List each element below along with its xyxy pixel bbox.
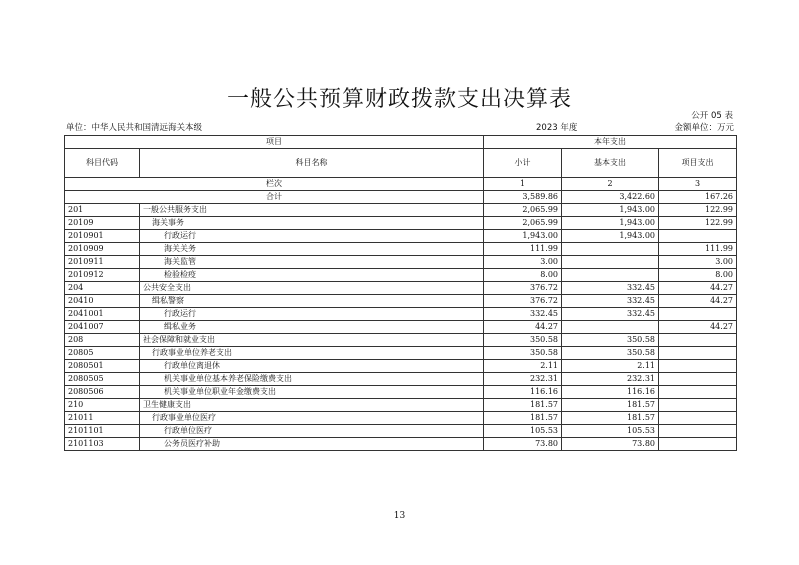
row-name: 缉私业务 [140,321,484,334]
row-name: 行政事业单位养老支出 [140,347,484,360]
row-name: 行政运行 [140,230,484,243]
row-project [659,425,737,438]
row-subtotal: 376.72 [484,295,562,308]
row-project [659,399,737,412]
total-row [65,191,737,204]
row-project: 3.00 [659,256,737,269]
table-row [65,243,737,256]
table-row [65,217,737,230]
total-basic: 3,422.60 [562,191,659,204]
total-subtotal: 3,589.86 [484,191,562,204]
row-code: 201 [65,204,140,217]
table-row [65,282,737,295]
row-subtotal: 181.57 [484,412,562,425]
row-project: 122.99 [659,217,737,230]
row-basic: 332.45 [562,282,659,295]
row-basic: 350.58 [562,334,659,347]
row-basic: 232.31 [562,373,659,386]
header-basic: 基本支出 [562,149,659,178]
row-name: 公共安全支出 [140,282,484,295]
row-project [659,308,737,321]
row-subtotal: 8.00 [484,269,562,282]
expenditure-table [64,135,737,451]
row-project: 44.27 [659,282,737,295]
table-row [65,204,737,217]
column-number-2: 2 [562,178,659,191]
year-label: 2023 年度 [536,123,578,133]
row-code: 20805 [65,347,140,360]
row-project: 44.27 [659,321,737,334]
table-row [65,373,737,386]
row-name: 行政运行 [140,308,484,321]
row-name: 检验检疫 [140,269,484,282]
row-basic [562,243,659,256]
row-code: 2010901 [65,230,140,243]
column-number-row [65,178,737,191]
column-number-3: 3 [659,178,737,191]
row-basic: 116.16 [562,386,659,399]
total-project: 167.26 [659,191,737,204]
row-basic: 332.45 [562,295,659,308]
row-subtotal: 376.72 [484,282,562,295]
row-name: 海关监管 [140,256,484,269]
row-basic: 181.57 [562,399,659,412]
row-project: 44.27 [659,295,737,308]
row-code: 2101101 [65,425,140,438]
row-name: 机关事业单位基本养老保险缴费支出 [140,373,484,386]
form-number: 公开 05 表 [691,111,733,121]
table-row [65,321,737,334]
row-basic: 1,943.00 [562,217,659,230]
row-project: 111.99 [659,243,737,256]
row-project [659,373,737,386]
row-name: 海关事务 [140,217,484,230]
row-name: 一般公共服务支出 [140,204,484,217]
row-subtotal: 3.00 [484,256,562,269]
table-row [65,438,737,451]
row-code: 2010912 [65,269,140,282]
table-row [65,308,737,321]
row-subtotal: 232.31 [484,373,562,386]
row-name: 社会保障和就业支出 [140,334,484,347]
row-subtotal: 2.11 [484,360,562,373]
row-name: 海关关务 [140,243,484,256]
row-name: 卫生健康支出 [140,399,484,412]
header-current-year: 本年支出 [484,136,737,149]
amount-unit-label: 金额单位：万元 [674,123,734,133]
column-number-label: 栏次 [65,178,484,191]
row-subtotal: 44.27 [484,321,562,334]
header-item: 项目 [65,136,484,149]
table-row [65,386,737,399]
header-row-2 [65,149,737,178]
row-subtotal: 1,943.00 [484,230,562,243]
header-subtotal: 小计 [484,149,562,178]
header-name: 科目名称 [140,149,484,178]
row-code: 2101103 [65,438,140,451]
row-basic: 73.80 [562,438,659,451]
row-project [659,412,737,425]
header-code: 科目代码 [65,149,140,178]
row-basic [562,256,659,269]
unit-label: 单位：中华人民共和国清远海关本级 [66,123,203,133]
table-row [65,412,737,425]
table-row [65,360,737,373]
row-code: 21011 [65,412,140,425]
row-code: 2010911 [65,256,140,269]
row-basic: 181.57 [562,412,659,425]
row-subtotal: 105.53 [484,425,562,438]
row-basic [562,269,659,282]
row-project: 8.00 [659,269,737,282]
meta-row [66,121,736,133]
page-number: 13 [393,511,406,521]
row-code: 208 [65,334,140,347]
table-row [65,347,737,360]
row-project [659,386,737,399]
row-code: 2010909 [65,243,140,256]
row-code: 2080506 [65,386,140,399]
row-name: 行政事业单位医疗 [140,412,484,425]
row-code: 20109 [65,217,140,230]
table-row [65,334,737,347]
total-label: 合计 [65,191,484,204]
row-project [659,438,737,451]
row-project [659,334,737,347]
row-subtotal: 111.99 [484,243,562,256]
row-name: 行政单位离退休 [140,360,484,373]
row-subtotal: 332.45 [484,308,562,321]
row-subtotal: 2,065.99 [484,217,562,230]
header-project: 项目支出 [659,149,737,178]
row-subtotal: 181.57 [484,399,562,412]
row-project: 122.99 [659,204,737,217]
table-row [65,269,737,282]
row-basic: 1,943.00 [562,204,659,217]
table-row [65,256,737,269]
row-subtotal: 350.58 [484,347,562,360]
row-code: 2080505 [65,373,140,386]
row-name: 机关事业单位职业年金缴费支出 [140,386,484,399]
row-subtotal: 2,065.99 [484,204,562,217]
table-row [65,230,737,243]
row-subtotal: 350.58 [484,334,562,347]
table-row [65,295,737,308]
header-row-1 [65,136,737,149]
table-row [65,399,737,412]
row-basic: 2.11 [562,360,659,373]
row-basic: 1,943.00 [562,230,659,243]
row-code: 2041001 [65,308,140,321]
row-code: 210 [65,399,140,412]
row-name: 行政单位医疗 [140,425,484,438]
row-project [659,360,737,373]
row-subtotal: 116.16 [484,386,562,399]
row-code: 204 [65,282,140,295]
row-code: 20410 [65,295,140,308]
row-code: 2080501 [65,360,140,373]
row-project [659,230,737,243]
row-name: 公务员医疗补助 [140,438,484,451]
table-row [65,425,737,438]
row-basic: 332.45 [562,308,659,321]
row-project [659,347,737,360]
row-basic [562,321,659,334]
report-title: 一般公共预算财政拨款支出决算表 [226,87,572,112]
row-basic: 350.58 [562,347,659,360]
column-number-1: 1 [484,178,562,191]
row-basic: 105.53 [562,425,659,438]
row-subtotal: 73.80 [484,438,562,451]
row-name: 缉私警察 [140,295,484,308]
row-code: 2041007 [65,321,140,334]
